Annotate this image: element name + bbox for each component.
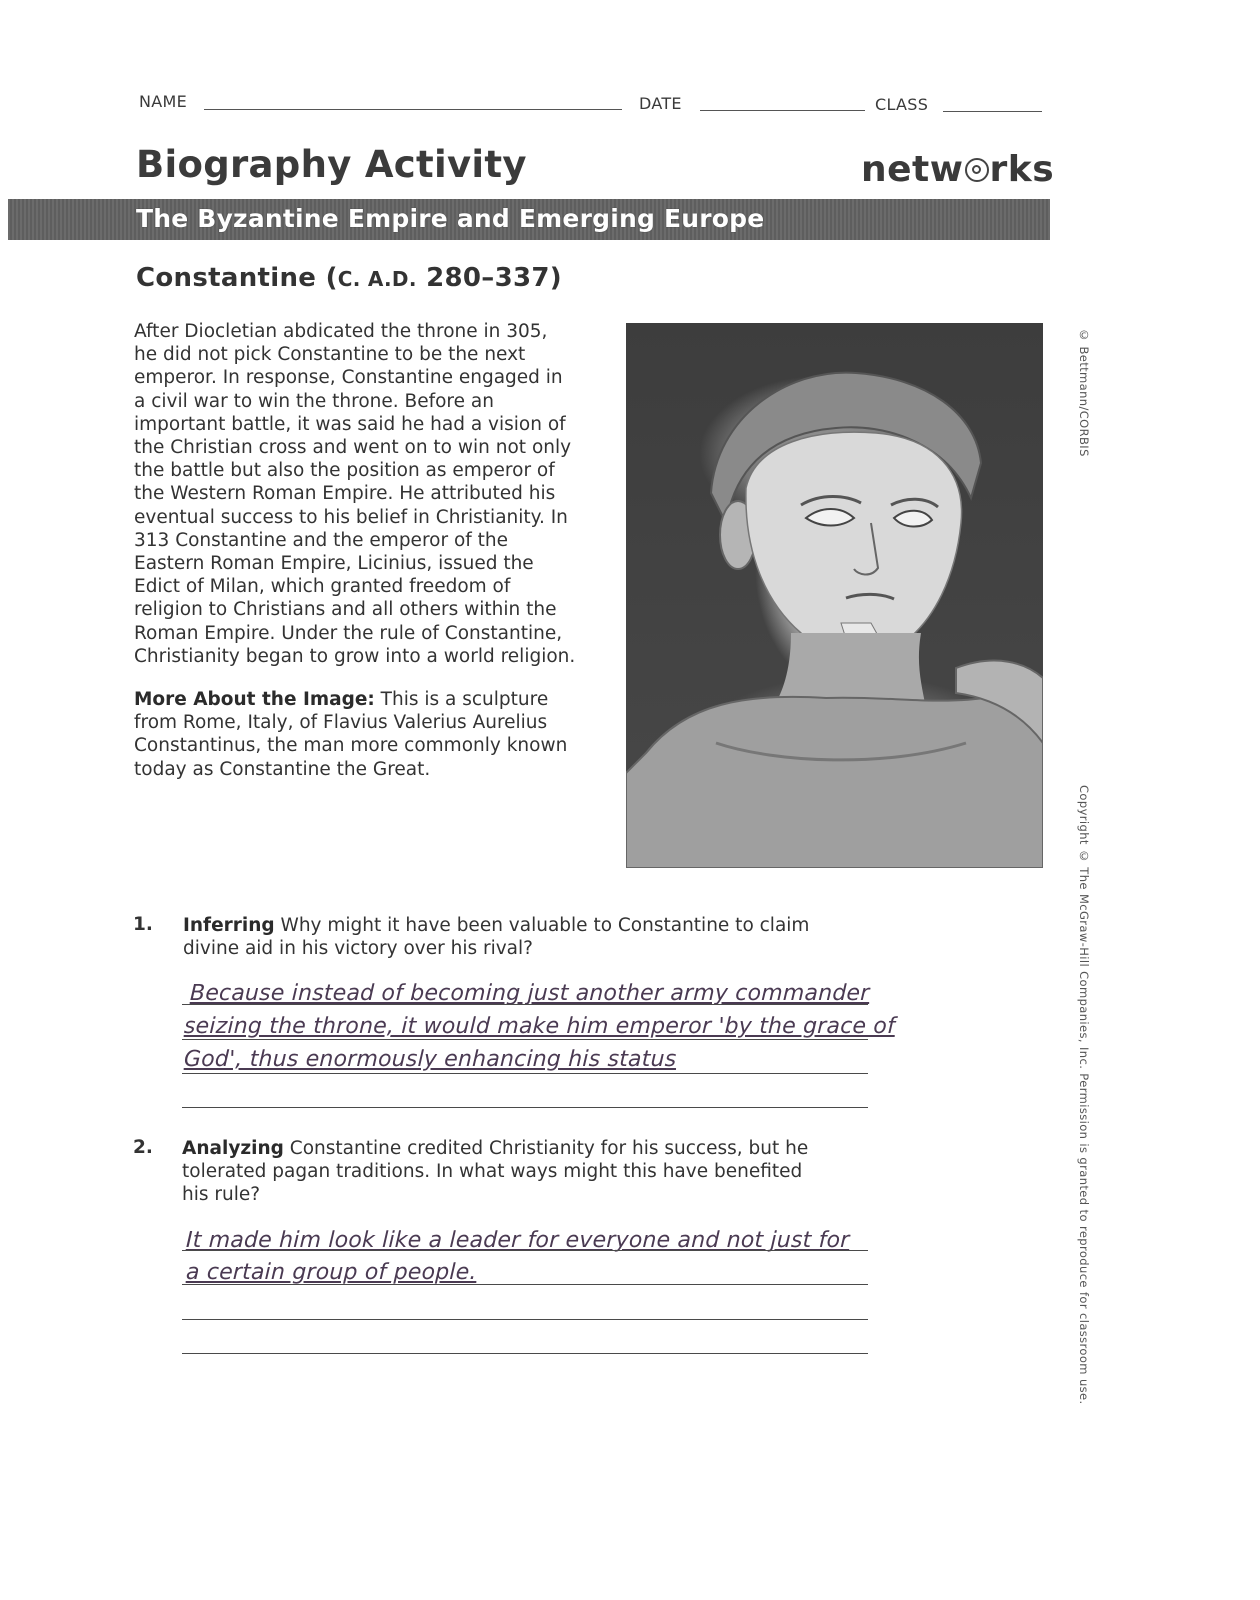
image-credit: © Bettmann/CORBIS [1077, 328, 1091, 457]
image-note-text: This is a sculpture [374, 689, 549, 710]
image-note-line: today as Constantine the Great. [134, 758, 431, 780]
bio-line: After Diocletian abdicated the throne in 305, [134, 321, 548, 342]
question-1-prompt [183, 914, 873, 960]
name-label: NAME [139, 92, 188, 111]
bio-line: important battle, it was said he had a vision of [134, 413, 566, 435]
question-1-text: divine aid in his victory over his rival? [183, 938, 533, 959]
bio-line: Roman Empire. Under the rule of Constantine, [134, 622, 563, 644]
name-field[interactable] [204, 109, 622, 110]
question-2-text: Constantine credited Christianity for his success, but he [283, 1138, 809, 1159]
bio-line: Eastern Roman Empire, Licinius, issued the [134, 553, 534, 575]
brand-prefix: netw [861, 149, 964, 190]
answer-2-line-1: It made him look like a leader for everyone and not just for [185, 1228, 850, 1253]
bio-line: religion to Christians and all others within the [134, 599, 557, 621]
answer-rule [182, 1107, 868, 1108]
question-1-skill: Inferring [183, 915, 275, 936]
answer-rule [182, 1353, 868, 1354]
networks-logo [861, 149, 1054, 190]
page-title: Biography Activity [136, 143, 527, 186]
question-2-text: his rule? [182, 1184, 261, 1205]
bio-line: emperor. In response, Constantine engaged in [134, 367, 563, 389]
biography-text [134, 320, 614, 668]
brand-suffix: rks [989, 149, 1055, 190]
answer-rule [182, 1250, 868, 1251]
answer-1-line-1: Because instead of becoming just another army commander [189, 981, 870, 1006]
answer-rule [182, 1039, 868, 1040]
bio-line: the Christian cross and went on to win not only [134, 437, 572, 459]
bio-line: the battle but also the position as emperor of [134, 460, 555, 482]
dates-circa: C. A.D. [337, 267, 417, 291]
date-field[interactable] [700, 110, 865, 111]
answer-1-line-2: seizing the throne, it would make him emperor 'by the grace of [183, 1014, 896, 1039]
chapter-banner [8, 199, 1050, 240]
section-heading [136, 263, 562, 293]
answer-1-line-3: God', thus enormously enhancing his status [183, 1047, 677, 1072]
chapter-title: The Byzantine Empire and Emerging Europe [136, 204, 765, 233]
constantine-portrait [626, 323, 1043, 868]
image-note-label: More About the Image: [134, 689, 375, 710]
answer-rule [182, 1284, 868, 1285]
answer-rule [182, 1319, 868, 1320]
question-2-number: 2. [133, 1137, 153, 1158]
question-1-number: 1. [133, 914, 153, 935]
bio-line: the Western Roman Empire. He attributed his [134, 483, 556, 505]
image-note [134, 688, 614, 781]
answer-rule [182, 1004, 868, 1005]
bust-illustration [626, 323, 1043, 868]
target-o-icon [965, 158, 989, 182]
bio-line: a civil war to win the throne. Before an [134, 390, 494, 412]
question-1-text: Why might it have been valuable to Constantine to claim [274, 915, 810, 936]
image-note-line: from Rome, Italy, of Flavius Valerius Aurelius [134, 712, 548, 734]
class-label: CLASS [875, 95, 929, 114]
image-note-line: Constantinus, the man more commonly known [134, 735, 568, 757]
bio-line: Edict of Milan, which granted freedom of [134, 576, 511, 598]
bio-line: Christianity began to grow into a world religion. [134, 645, 576, 667]
answer-rule [182, 1073, 868, 1074]
dates-open: ( [325, 263, 338, 293]
question-2-prompt [182, 1137, 872, 1206]
bio-line: he did not pick Constantine to be the next [134, 344, 526, 366]
question-2-skill: Analyzing [182, 1138, 284, 1159]
copyright-notice: Copyright © The McGraw-Hill Companies, Inc. Permission is granted to reproduce for classroom use. [1077, 785, 1091, 1405]
class-field[interactable] [943, 111, 1042, 112]
image-note-line [134, 688, 614, 711]
question-2-text: tolerated pagan traditions. In what ways might this have benefited [182, 1161, 803, 1182]
answer-2-line-2: a certain group of people. [185, 1260, 478, 1285]
dates-range: 280–337) [426, 263, 562, 293]
bio-line: eventual success to his belief in Christianity. In [134, 506, 568, 528]
person-name: Constantine [136, 263, 317, 293]
bio-line: 313 Constantine and the emperor of the [134, 529, 509, 551]
date-label: DATE [639, 94, 682, 113]
